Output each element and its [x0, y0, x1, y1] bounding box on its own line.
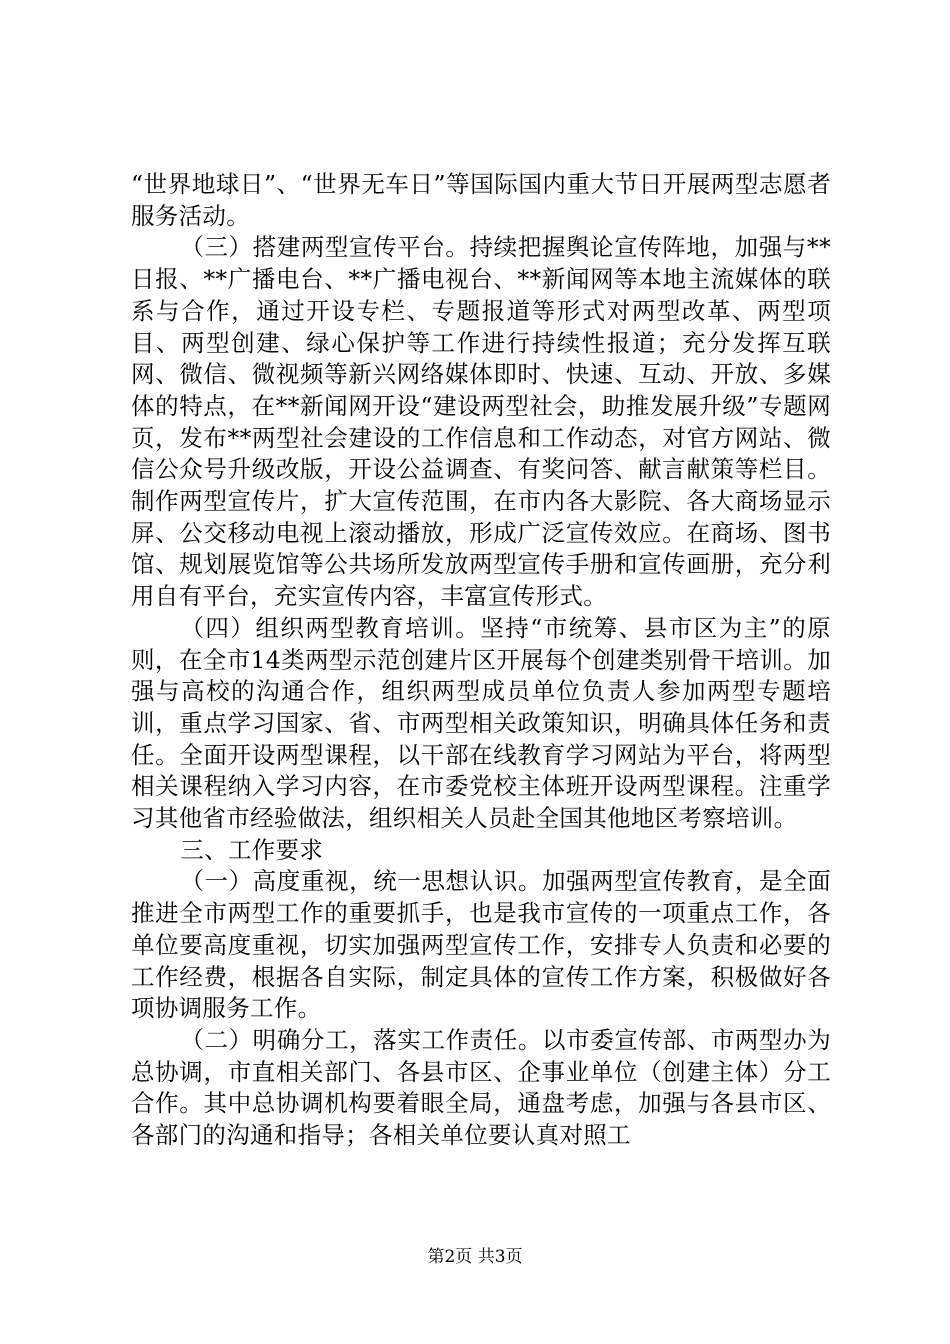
document-body — [131, 169, 831, 1152]
paragraph-continuation: “世界地球日”、“世界无车日”等国际国内重大节日开展两型志愿者服务活动。 — [131, 170, 831, 230]
paragraph-clear-division: （二）明确分工，落实工作责任。以市委宣传部、市两型办为总协调，市直相关部门、各县市区、企事业单位（创建主体）分工合作。其中总协调机构要着眼全局，通盘考虑，加强与各县市区、各部门的沟通和指导；各相关单位要认真对照工 — [131, 1025, 831, 1150]
paragraph-high-attention: （一）高度重视，统一思想认识。加强两型宣传教育，是全面推进全市两型工作的重要抓手，也是我市宣传的一项重点工作，各单位要高度重视，切实加强两型宣传工作，安排专人负责和必要的工作经费，根据各自实际，制定具体的宣传工作方案，积极做好各项协调服务工作。 — [131, 867, 831, 1023]
section-heading-work-requirements: 三、工作要求 — [180, 835, 324, 864]
paragraph-publicity-platform: （三）搭建两型宣传平台。持续把握舆论宣传阵地，加强与**日报、**广播电台、**广播电视台、**新闻网等本地主流媒体的联系与合作，通过开设专栏、专题报道等形式对两型改革、两型项目、两型创建、绿心保护等工作进行持续性报道；充分发挥互联网、微信、微视频等新兴网络媒体即时、快速、互动、开放、多媒体的特点，在**新闻网开设“建设两型社会，助推发展升级”专题网页，发布**两型社会建设的工作信息和工作动态，对官方网站、微信公众号升级改版，开设公益调查、有奖问答、献言献策等栏目。制作两型宣传片，扩大宣传范围，在市内各大影院、各大商场显示屏、公交移动电视上滚动播放，形成广泛宣传效应。在商场、图书馆、规划展览馆等公共场所发放两型宣传手册和宣传画册，充分利用自有平台，充实宣传内容，丰富宣传形式。 — [131, 233, 831, 611]
page-footer: 第2页 共3页 — [427, 1247, 523, 1267]
paragraph-education-training: （四）组织两型教育培训。坚持“市统筹、县市区为主”的原则，在全市14类两型示范创建片区开展每个创建类别骨干培训。加强与高校的沟通合作，组织两型成员单位负责人参加两型专题培训，重点学习国家、省、市两型相关政策知识，明确具体任务和责任。全面开设两型课程，以干部在线教育学习网站为平台，将两型相关课程纳入学习内容，在市委党校主体班开设两型课程。注重学习其他省市经验做法，组织相关人员赴全国其他地区考察培训。 — [131, 613, 831, 833]
